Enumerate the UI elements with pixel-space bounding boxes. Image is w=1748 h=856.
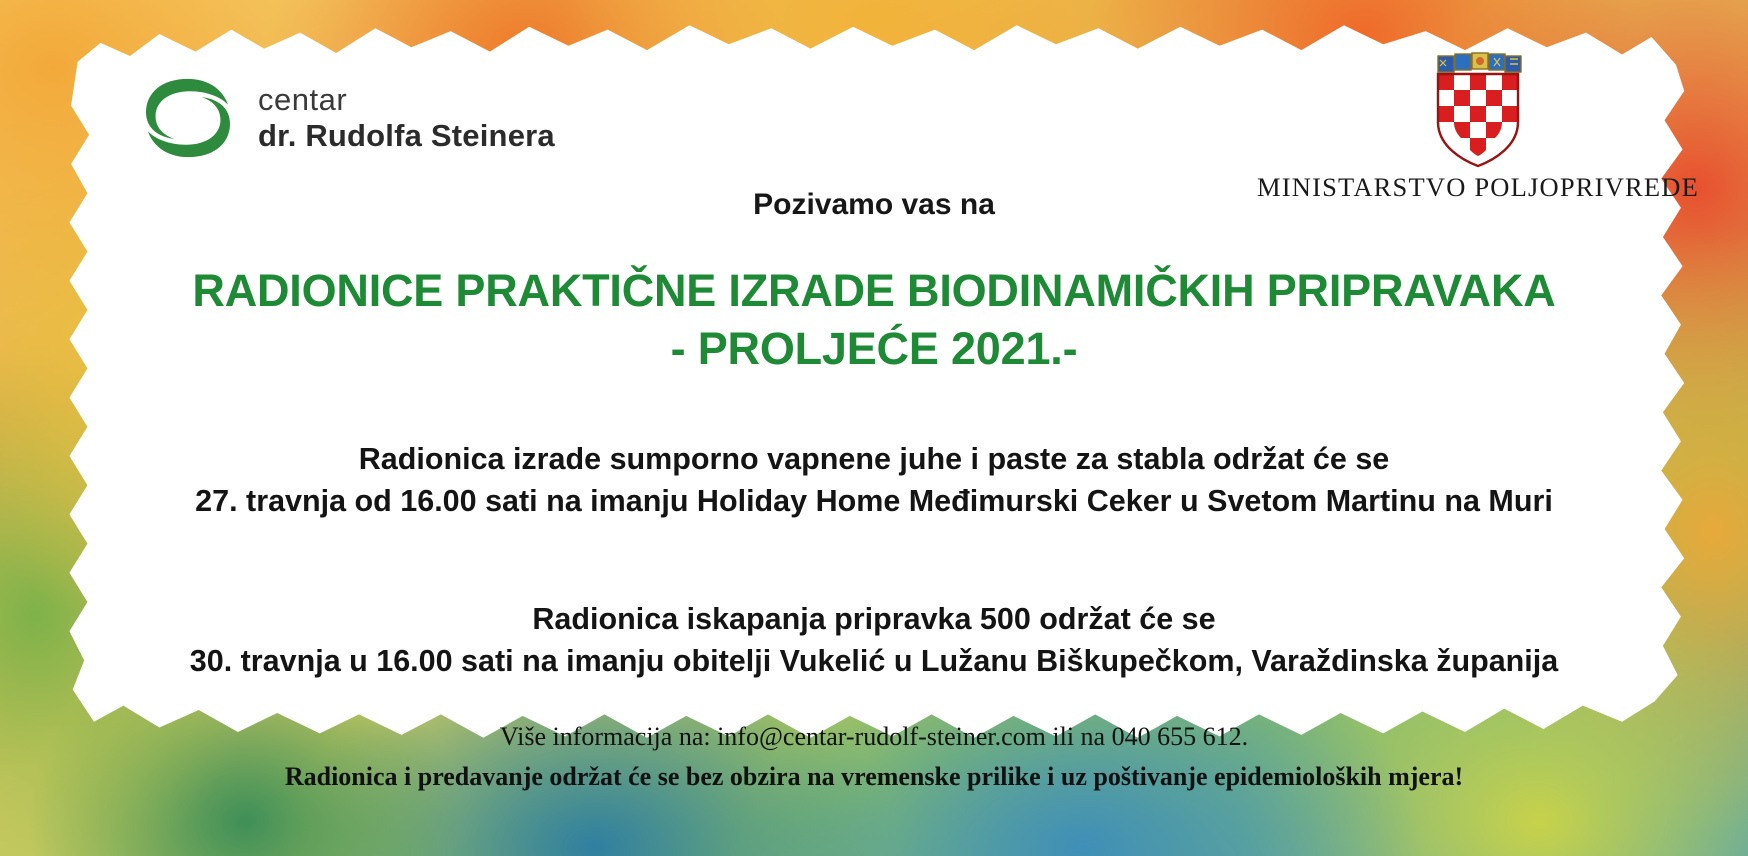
title-line-1: RADIONICE PRAKTIČNE IZRADE BIODINAMIČKIH PRIPRAVAKA: [192, 265, 1556, 316]
centar-logo-line1: centar: [258, 81, 348, 117]
workshop-2-line-2: 30. travnja u 16.00 sati na imanju obitelji Vukelić u Lužanu Biškupečkom, Varaždinska županija: [189, 644, 1559, 679]
ministry-label: MINISTARSTVO POLJOPRIVREDE: [1256, 172, 1700, 202]
page-title: [0, 262, 1748, 377]
centar-logo-wordmark: [258, 82, 555, 155]
workshop-1: [0, 438, 1748, 522]
title-line-2: - PROLJEĆE 2021.-: [670, 322, 1078, 374]
centar-logo-line2: dr. Rudolfa Steinera: [258, 118, 555, 154]
contact-info: Više informacija na: info@centar-rudolf-steiner.com ili na 040 655 612.: [499, 722, 1249, 751]
centar-logo: [140, 76, 555, 160]
workshop-2: [0, 598, 1748, 682]
workshop-1-line-1: Radionica izrade sumporno vapnene juhe i paste za stabla održat će se: [358, 442, 1390, 476]
ministry-logo: [1256, 52, 1700, 203]
croatian-coat-of-arms-icon: [1432, 52, 1524, 168]
workshop-1-line-2: 27. travnja od 16.00 sati na imanju Holiday Home Međimurski Ceker u Svetom Martinu na Muri: [195, 484, 1553, 519]
green-swirl-leaf-logo-icon: [140, 76, 236, 160]
workshop-2-line-1: Radionica iskapanja pripravka 500 održat će se: [532, 602, 1216, 636]
invite-text: Pozivamo vas na: [753, 188, 995, 221]
weather-notice: Radionica i predavanje održat će se bez obzira na vremenske prilike i uz poštivanje epidemioloških mjera!: [284, 762, 1464, 791]
